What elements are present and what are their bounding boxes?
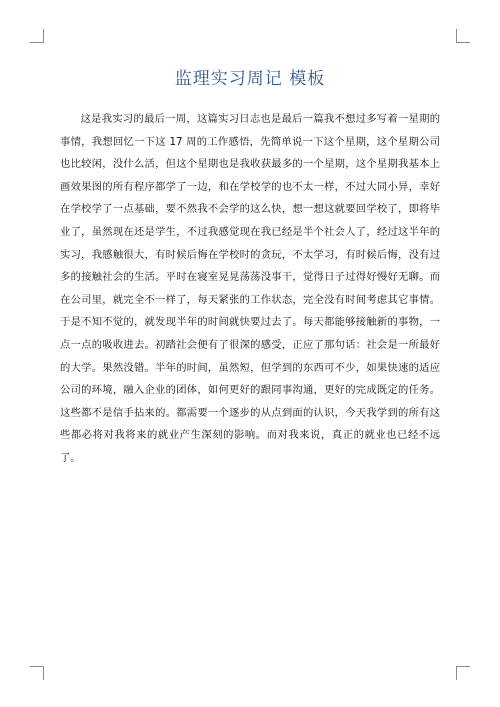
body-paragraph: 这是我实习的最后一周，这篇实习日志也是最后一篇我不想过多写着一星期的事情，我想回忆一下这 17 周的工作感悟，先简单说一下这个星期，这个星期公司也比较闲，没什么活，但这个星期也是我收获最多的一个星期，这个星期我基本上画效果图的所有程序都学了一边，和在学校学的也不太一样，不过大同小异，幸好在学校学了一点基础，要不然我不会学的这么快，想一想这就要回学校了，即将毕业了，虽然现在还是学生，不过我感觉现在我已经是半个社会人了，经过这半年的实习，我感触很大，有时候后悔在学校时的贪玩，不太学习，有时候后悔，没有过多的接触社会的生活。平时在寝室晃晃荡荡没事干，觉得日子过得好慢好无聊。而在公司里，就完全不一样了，每天紧张的工作状态，完全没有时间考虑其它事情。于是不知不觉的，就发现半年的时间就快要过去了。每天都能够接触新的事物，一点一点的吸收进去。初踏社会便有了很深的感受，正应了那句话：社会是一所最好的大学。果然没错。半年的时间，虽然短，但学到的东西可不少，如果快速的适应公司的环境，融入企业的团体，如何更好的跟同事沟通，更好的完成既定的任务。这些都不是信手拈来的。都需要一个逐步的从点到面的认识，今天我学到的所有这些都必将对我将来的就业产生深刻的影响。而对我来说，真正的就业也已经不远了。 <box>60 113 440 464</box>
crop-mark-top-left <box>30 29 44 43</box>
crop-mark-bottom-right <box>456 666 470 680</box>
crop-mark-top-right <box>456 29 470 43</box>
document-title: 监理实习周记 模板 <box>174 69 326 89</box>
crop-mark-bottom-left <box>30 666 44 680</box>
